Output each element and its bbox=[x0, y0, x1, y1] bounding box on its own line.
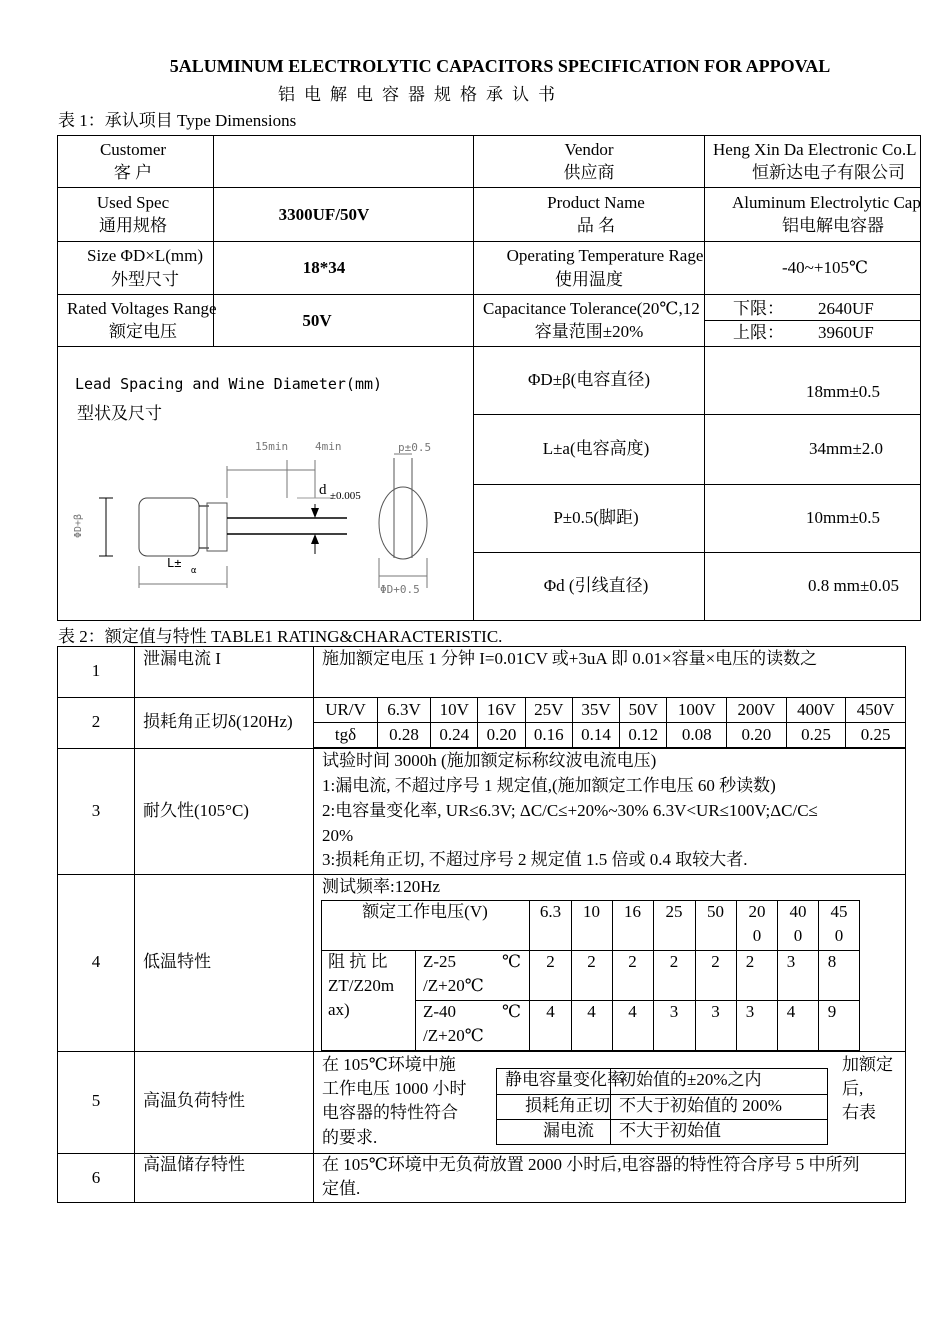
cap-lower-value: 2640UF bbox=[818, 299, 874, 318]
voltage-cell: 35V bbox=[572, 698, 619, 723]
z40-cell: 3 bbox=[711, 1002, 720, 1021]
tg-label: tgδ bbox=[314, 723, 378, 748]
ur-label: UR/V bbox=[314, 698, 378, 723]
z25-cell: 2 bbox=[587, 952, 596, 971]
load-item-name: 损耗角正切 bbox=[525, 1096, 610, 1115]
voltage-cell: 450V bbox=[846, 698, 906, 723]
tg-cell: 0.20 bbox=[727, 723, 787, 748]
low-temp-voltage: 50 bbox=[707, 902, 724, 921]
dim-pitch-label: P±0.5(脚距) bbox=[553, 508, 639, 527]
row3-line: 试验时间 3000h (施加额定标称纹波电流电压) bbox=[322, 751, 657, 770]
dim-height-label: L±a(电容高度) bbox=[542, 439, 650, 458]
row4-freq: 测试频率:120Hz bbox=[322, 877, 441, 896]
row3-line: 1:漏电流, 不超过序号 1 规定值,(施加额定工作电压 60 秒读数) bbox=[322, 776, 776, 795]
load-item-value: 不大于初始值 bbox=[619, 1121, 721, 1140]
low-temp-voltage: 40 0 bbox=[789, 902, 807, 945]
used-spec-value: 3300UF/50V bbox=[278, 205, 370, 224]
capacitor-body bbox=[139, 498, 199, 556]
row4-no: 4 bbox=[91, 952, 101, 971]
z25-label: Z-25 ℃ /Z+20℃ bbox=[423, 952, 521, 995]
size-label-cn: 外型尺寸 bbox=[111, 270, 179, 289]
table2-caption: 表 2：额定值与特性 TABLE1 RATING&CHARACTERISTIC. bbox=[58, 627, 503, 646]
drawing-label-4min: 4min bbox=[315, 440, 342, 453]
tg-row bbox=[314, 723, 906, 748]
z40-cell: 3 bbox=[669, 1002, 679, 1021]
cap-upper-value: 3960UF bbox=[818, 323, 874, 342]
low-temp-voltage: 20 0 bbox=[748, 902, 766, 945]
row3-no: 3 bbox=[91, 801, 101, 820]
voltage-cell: 16V bbox=[478, 698, 525, 723]
customer-label-en: Customer bbox=[99, 140, 167, 159]
voltage-cell: 50V bbox=[620, 698, 667, 723]
product-name-value-en: Aluminum Electrolytic Cap bbox=[732, 193, 921, 212]
row5-right-line: 右表 bbox=[842, 1103, 876, 1122]
document-title-cn: 铝电解电容器规格承认书 bbox=[278, 85, 564, 104]
cap-tolerance-label-cn: 容量范围±20% bbox=[534, 322, 644, 341]
row1-text: 施加额定电压 1 分钟 I=0.01CV 或+3uA 即 0.01×容量×电压的读数之 bbox=[322, 649, 818, 668]
row5-left-line: 工作电压 1000 小时 bbox=[322, 1079, 467, 1098]
op-temp-value: -40~+105℃ bbox=[782, 258, 868, 277]
tg-cell: 0.25 bbox=[786, 723, 846, 748]
cap-upper-label: 上限： bbox=[733, 323, 784, 342]
cap-lower-label: 下限： bbox=[733, 299, 784, 318]
z40-cell: 4 bbox=[546, 1002, 555, 1021]
cap-tolerance-label-en: Capacitance Tolerance(20℃,12 bbox=[483, 299, 700, 318]
row3-line: 20% bbox=[322, 826, 354, 845]
tg-cell: 0.16 bbox=[525, 723, 572, 748]
z40-cell: 3 bbox=[745, 1002, 755, 1021]
load-item-value: 不大于初始值的 200% bbox=[619, 1096, 782, 1115]
capacitor-end-view bbox=[379, 487, 427, 559]
tg-cell: 0.08 bbox=[667, 723, 727, 748]
impedance-ratio-label: 阻 抗 比 ZT/Z20m ax) bbox=[328, 952, 395, 1019]
tan-delta-table bbox=[313, 697, 906, 748]
row1-name: 泄漏电流 I bbox=[143, 649, 221, 668]
op-temp-label-cn: 使用温度 bbox=[555, 270, 623, 289]
size-value: 18*34 bbox=[302, 258, 346, 277]
drawing-title-en: Lead Spacing and Wine Diameter(mm) bbox=[75, 375, 383, 393]
z40-cell: 4 bbox=[587, 1002, 596, 1021]
voltage-cell: 200V bbox=[727, 698, 787, 723]
row5-left-line: 在 105℃环境中施 bbox=[322, 1055, 456, 1074]
voltage-row bbox=[314, 698, 906, 723]
product-name-label-en: Product Name bbox=[547, 193, 645, 212]
size-label-en: Size ΦD×L(mm) bbox=[87, 246, 203, 265]
customer-label-cn: 客 户 bbox=[113, 163, 153, 182]
row5-name: 高温负荷特性 bbox=[143, 1091, 245, 1110]
z40-label: Z-40 ℃ /Z+20℃ bbox=[423, 1002, 521, 1045]
drawing-label-15min: 15min bbox=[255, 440, 289, 453]
table1-caption: 表 1：承认项目 Type Dimensions bbox=[58, 111, 297, 130]
vendor-value-cn: 恒新达电子有限公司 bbox=[752, 163, 905, 182]
tg-cell: 0.25 bbox=[846, 723, 906, 748]
voltage-cell: 6.3V bbox=[378, 698, 431, 723]
voltage-cell: 400V bbox=[786, 698, 846, 723]
document-title-en: 5ALUMINUM ELECTROLYTIC CAPACITORS SPECIFICATION FOR APPOVAL bbox=[169, 56, 831, 76]
row2-no: 2 bbox=[91, 712, 101, 731]
z25-cell: 2 bbox=[669, 952, 679, 971]
row2-name bbox=[143, 710, 293, 734]
z25-cell: 3 bbox=[786, 952, 796, 971]
vendor-label-en: Vendor bbox=[564, 140, 614, 159]
dim-pitch-value: 10mm±0.5 bbox=[806, 508, 881, 527]
row1-no: 1 bbox=[91, 661, 101, 680]
load-item-value: 初始值的±20%之内 bbox=[619, 1070, 762, 1089]
drawing-label-d: d bbox=[319, 482, 327, 498]
row2-name-text: 损耗角正切δ(120Hz) bbox=[143, 712, 293, 731]
row3-line: 3:损耗角正切, 不超过序号 2 规定值 1.5 倍或 0.4 取较大者. bbox=[322, 850, 748, 869]
low-temp-voltage: 25 bbox=[665, 902, 683, 921]
dim-diameter-label: ΦD±β(电容直径) bbox=[527, 370, 650, 389]
row3-name: 耐久性(105°C) bbox=[143, 801, 249, 820]
z25-cell: 8 bbox=[827, 952, 837, 971]
row4-name: 低温特性 bbox=[143, 952, 211, 971]
dim-height-value: 34mm±2.0 bbox=[809, 439, 884, 458]
vendor-value-en: Heng Xin Da Electronic Co.L bbox=[713, 140, 917, 159]
low-temp-voltage: 16 bbox=[624, 902, 641, 921]
capacitor-outline-svg bbox=[57, 348, 465, 618]
z25-cell: 2 bbox=[628, 952, 637, 971]
drawing-label-phiD-bottom: ΦD+0.5 bbox=[380, 583, 420, 596]
voltage-cell: 25V bbox=[525, 698, 572, 723]
row5-no: 5 bbox=[91, 1091, 101, 1110]
tg-cell: 0.14 bbox=[572, 723, 619, 748]
rated-voltage-label-en: Rated Voltages Range bbox=[67, 299, 217, 318]
drawing-label-d-tol: ±0.005 bbox=[330, 490, 361, 502]
voltage-cell: 100V bbox=[667, 698, 727, 723]
dim-lead-label: Φd (引线直径) bbox=[543, 576, 649, 595]
z40-cell: 4 bbox=[786, 1002, 796, 1021]
low-temp-voltage: 45 0 bbox=[830, 902, 848, 945]
row6-no: 6 bbox=[91, 1168, 101, 1187]
drawing-label-p: p±0.5 bbox=[398, 441, 432, 454]
z40-cell: 9 bbox=[827, 1002, 837, 1021]
row5-right-line: 后, bbox=[842, 1079, 864, 1098]
tg-cell: 0.28 bbox=[378, 723, 431, 748]
rated-voltage-value: 50V bbox=[302, 311, 332, 330]
drawing-title-cn: 型状及尺寸 bbox=[77, 404, 162, 423]
capacitor-drawing bbox=[57, 348, 465, 618]
row5-left-line: 电容器的特性符合 bbox=[322, 1103, 458, 1122]
row6-name: 高温储存特性 bbox=[143, 1155, 245, 1174]
tg-cell: 0.20 bbox=[478, 723, 525, 748]
low-temp-voltage: 6.3 bbox=[539, 902, 562, 921]
load-item-name: 静电容量变化率 bbox=[505, 1070, 624, 1089]
drawing-label-phiD-side: ΦD+β bbox=[73, 513, 84, 538]
used-spec-label-cn: 通用规格 bbox=[99, 216, 167, 235]
voltage-cell: 10V bbox=[431, 698, 478, 723]
tg-cell: 0.24 bbox=[431, 723, 478, 748]
dim-diameter-value: 18mm±0.5 bbox=[806, 382, 881, 401]
drawing-label-alpha: α bbox=[191, 566, 197, 576]
op-temp-label-en: Operating Temperature Rage bbox=[506, 246, 704, 265]
row5-right-line: 加额定 bbox=[842, 1055, 893, 1074]
load-item-name: 漏电流 bbox=[543, 1121, 594, 1140]
row3-line: 2:电容量变化率, UR≤6.3V; ΔC/C≤+20%~30% 6.3V<UR≤100V;ΔC/C≤ bbox=[322, 801, 818, 820]
row6-line: 定值. bbox=[322, 1179, 361, 1198]
dim-lead-value: 0.8 mm±0.05 bbox=[808, 576, 900, 595]
low-temp-header: 额定工作电压(V) bbox=[362, 902, 488, 921]
z25-cell: 2 bbox=[711, 952, 720, 971]
rated-voltage-label-cn: 额定电压 bbox=[109, 322, 177, 341]
low-temp-voltage: 10 bbox=[583, 902, 600, 921]
z25-cell: 2 bbox=[546, 952, 555, 971]
product-name-value-cn: 铝电解电容器 bbox=[782, 216, 884, 235]
row5-left-line: 的要求. bbox=[322, 1128, 378, 1147]
vendor-label-cn: 供应商 bbox=[563, 163, 615, 182]
drawing-label-L: L± bbox=[167, 556, 182, 570]
z40-cell: 4 bbox=[628, 1002, 637, 1021]
product-name-label-cn: 品 名 bbox=[576, 216, 616, 235]
z25-cell: 2 bbox=[745, 952, 755, 971]
used-spec-label-en: Used Spec bbox=[96, 193, 170, 212]
tg-cell: 0.12 bbox=[620, 723, 667, 748]
row6-line: 在 105℃环境中无负荷放置 2000 小时后,电容器的特性符合序号 5 中所列 bbox=[322, 1155, 860, 1174]
